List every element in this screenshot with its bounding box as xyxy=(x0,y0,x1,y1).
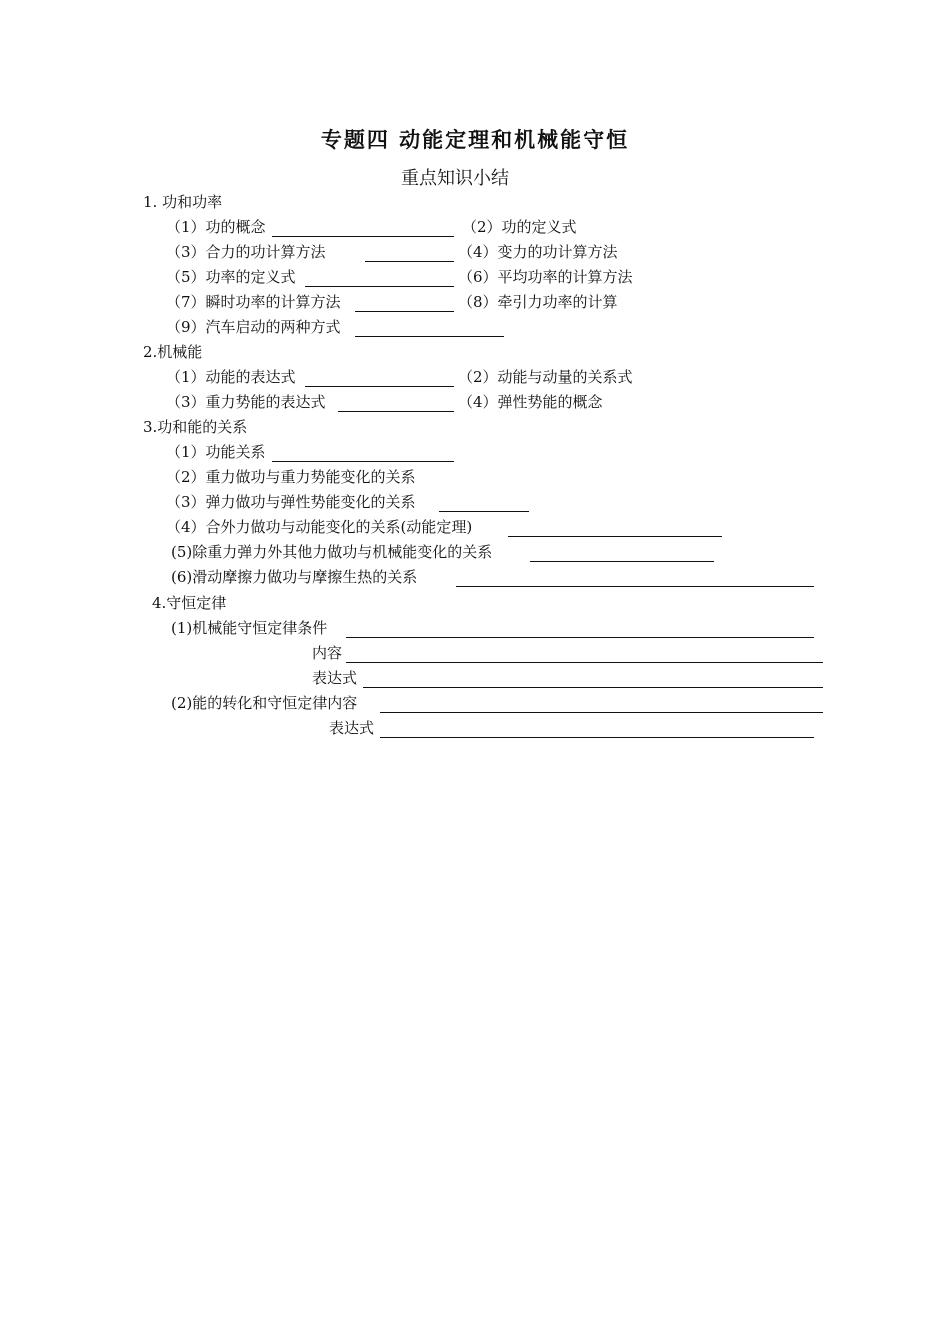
s2-item-2-label: （2）动能与动量的关系式 xyxy=(458,368,633,386)
s4-item-2-expression-blank[interactable] xyxy=(380,737,814,738)
s3-item-1-blank[interactable] xyxy=(272,461,454,462)
s1-item-7-blank[interactable] xyxy=(355,311,454,312)
page-title: 专题四 动能定理和机械能守恒 xyxy=(320,127,630,152)
s4-item-1-content-blank[interactable] xyxy=(346,662,823,663)
s1-item-1-blank[interactable] xyxy=(272,236,454,237)
s3-item-4-blank[interactable] xyxy=(508,536,722,537)
s1-item-2-label: （2）功的定义式 xyxy=(462,218,577,236)
s4-item-1-expression-blank[interactable] xyxy=(363,687,823,688)
s2-item-1-blank[interactable] xyxy=(305,386,454,387)
s4-item-1-content-label: 内容 xyxy=(312,644,343,662)
s3-item-3-blank[interactable] xyxy=(439,511,529,512)
s4-item-1-blank[interactable] xyxy=(346,637,814,638)
s1-item-3-label: （3）合力的功计算方法 xyxy=(166,243,326,261)
s1-item-9-blank[interactable] xyxy=(355,336,504,337)
s4-item-1-label: (1)机械能守恒定律条件 xyxy=(171,619,328,637)
s1-item-1-label: （1）功的概念 xyxy=(166,218,266,236)
s2-item-3-label: （3）重力势能的表达式 xyxy=(166,393,326,411)
s3-item-5-blank[interactable] xyxy=(530,561,714,562)
s3-item-6-label: (6)滑动摩擦力做功与摩擦生热的关系 xyxy=(171,568,418,586)
s3-item-6-blank[interactable] xyxy=(456,586,814,587)
section-2-heading: 2.机械能 xyxy=(143,343,203,361)
s2-item-3-blank[interactable] xyxy=(338,411,454,412)
s1-item-5-blank[interactable] xyxy=(305,286,454,287)
section-3-heading: 3.功和能的关系 xyxy=(143,418,248,436)
s3-item-1-label: （1）功能关系 xyxy=(166,443,266,461)
s1-item-4-label: （4）变力的功计算方法 xyxy=(458,243,618,261)
s1-item-9-label: （9）汽车启动的两种方式 xyxy=(166,318,341,336)
section-4-heading: 4.守恒定律 xyxy=(152,594,227,612)
s3-item-5-label: (5)除重力弹力外其他力做功与机械能变化的关系 xyxy=(171,543,493,561)
s1-item-8-label: （8）牵引力功率的计算 xyxy=(458,293,618,311)
s4-item-2-label: (2)能的转化和守恒定律内容 xyxy=(171,694,358,712)
s3-item-3-label: （3）弹力做功与弹性势能变化的关系 xyxy=(166,493,416,511)
page-subtitle: 重点知识小结 xyxy=(401,168,509,189)
s1-item-3-blank[interactable] xyxy=(365,261,454,262)
s1-item-7-label: （7）瞬时功率的计算方法 xyxy=(166,293,341,311)
s4-item-2-expression-label: 表达式 xyxy=(329,719,375,737)
s4-item-2-blank[interactable] xyxy=(380,712,823,713)
s3-item-2-label: （2）重力做功与重力势能变化的关系 xyxy=(166,468,416,486)
s4-item-1-expression-label: 表达式 xyxy=(312,669,358,687)
section-1-heading: 1. 功和功率 xyxy=(143,193,223,211)
s3-item-4-label: （4）合外力做功与动能变化的关系(动能定理) xyxy=(166,518,473,536)
s1-item-6-label: （6）平均功率的计算方法 xyxy=(458,268,633,286)
s2-item-1-label: （1）动能的表达式 xyxy=(166,368,296,386)
s1-item-5-label: （5）功率的定义式 xyxy=(166,268,296,286)
s2-item-4-label: （4）弹性势能的概念 xyxy=(458,393,603,411)
